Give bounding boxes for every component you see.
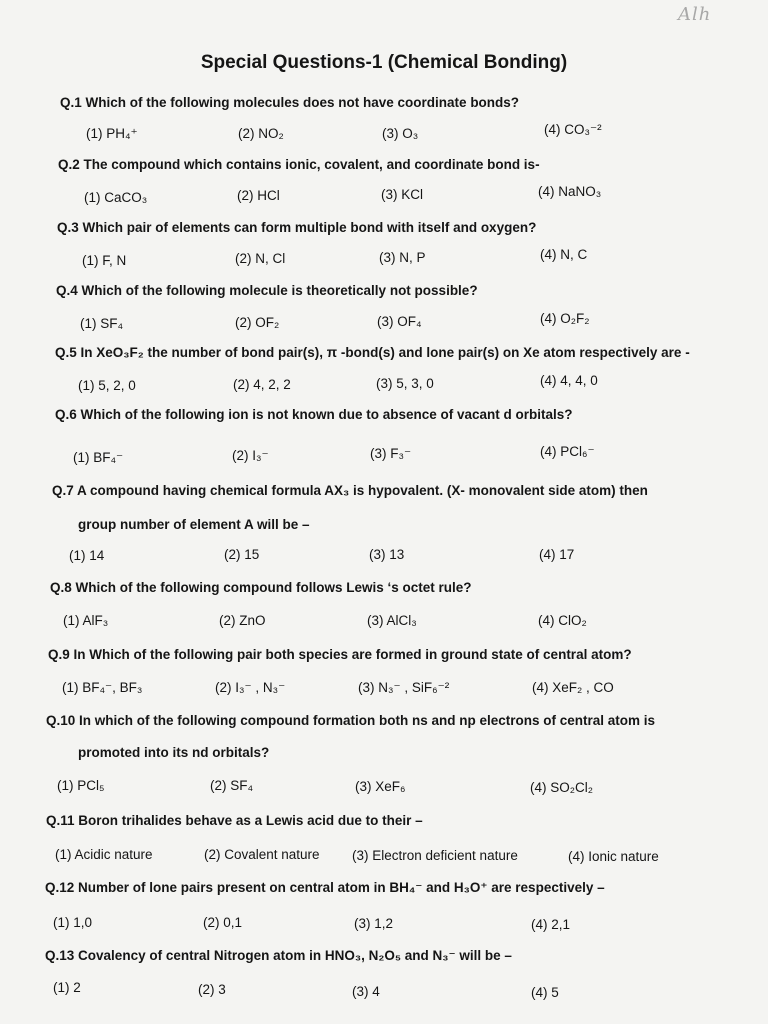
question-1 (60, 95, 750, 110)
question-text: Which of the following molecules does not have coordinate bonds? (85, 95, 520, 110)
question-text: Which of the following compound follows Lewis ‘s octet rule? (75, 580, 472, 595)
question-text: In XeO₃F₂ the number of bond pair(s), π -bond(s) and lone pair(s) on Xe atom respectively are - (80, 345, 690, 360)
q2-option-3: (3) KCl (381, 187, 424, 202)
question-text: A compound having chemical formula AX₃ is hypovalent. (X- monovalent side atom) then (77, 483, 648, 498)
q2-option-4: (4) NaNO₃ (538, 184, 602, 199)
question-number: Q.7 (52, 483, 74, 498)
question-6 (55, 407, 745, 422)
q8-option-2: (2) ZnO (219, 613, 266, 628)
q10-option-2: (2) SF₄ (210, 778, 254, 793)
question-text: The compound which contains ionic, covalent, and coordinate bond is- (83, 157, 540, 172)
q13-option-4: (4) 5 (531, 985, 559, 1000)
page-title: Special Questions-1 (Chemical Bonding) (200, 52, 568, 73)
q12-option-3: (3) 1,2 (354, 916, 394, 931)
question-text: Number of lone pairs present on central atom in BH₄⁻ and H₃O⁺ are respectively – (78, 880, 605, 895)
question-number: Q.4 (56, 283, 78, 298)
q13-option-2: (2) 3 (198, 982, 226, 997)
question-5 (55, 345, 745, 360)
q13-option-3: (3) 4 (352, 984, 380, 999)
question-number: Q.8 (50, 580, 72, 595)
q11-option-2: (2) Covalent nature (204, 847, 320, 862)
q6-option-2: (2) I₃⁻ (232, 448, 269, 463)
q11-option-4: (4) Ionic nature (568, 849, 659, 864)
question-11 (46, 813, 736, 828)
question-text: Boron trihalides behave as a Lewis acid due to their – (78, 813, 423, 828)
q5-option-3: (3) 5, 3, 0 (376, 376, 434, 391)
question-number: Q.2 (58, 157, 80, 172)
q4-option-1: (1) SF₄ (80, 316, 124, 331)
q4-option-4: (4) O₂F₂ (540, 311, 590, 326)
q10-option-4: (4) SO₂Cl₂ (530, 780, 593, 795)
question-number: Q.9 (48, 647, 70, 662)
q1-option-1: (1) PH₄⁺ (86, 126, 138, 141)
q6-option-3: (3) F₃⁻ (370, 446, 412, 461)
q10-option-3: (3) XeF₆ (355, 779, 406, 794)
question-text: In which of the following compound formation both ns and np electrons of central atom is (79, 713, 656, 728)
question-number: Q.3 (57, 220, 79, 235)
question-number: Q.1 (60, 95, 82, 110)
q12-option-1: (1) 1,0 (53, 915, 93, 930)
question-text: Covalency of central Nitrogen atom in HNO₃, N₂O₅ and N₃⁻ will be – (78, 948, 512, 963)
q7-option-3: (3) 13 (369, 547, 405, 562)
q9-option-3: (3) N₃⁻ , SiF₆⁻² (358, 680, 450, 695)
q8-option-4: (4) ClO₂ (538, 613, 587, 628)
question-10 (46, 713, 736, 728)
question-number: Q.10 (46, 713, 76, 728)
q9-option-2: (2) I₃⁻ , N₃⁻ (215, 680, 286, 695)
question-text: Which pair of elements can form multiple bond with itself and oxygen? (82, 220, 537, 235)
question-12 (45, 880, 735, 896)
q9-option-1: (1) BF₄⁻, BF₃ (62, 680, 143, 695)
q11-option-1: (1) Acidic nature (55, 847, 153, 862)
q5-option-4: (4) 4, 4, 0 (540, 373, 598, 388)
q8-option-1: (1) AlF₃ (63, 613, 109, 628)
q3-option-4: (4) N, C (540, 247, 588, 262)
question-number: Q.13 (45, 948, 75, 963)
question-number: Q.11 (46, 813, 75, 828)
q1-option-4: (4) CO₃⁻² (544, 122, 602, 137)
q8-option-3: (3) AlCl₃ (367, 613, 417, 628)
q11-option-3: (3) Electron deficient nature (352, 848, 518, 863)
question-4 (56, 283, 746, 298)
q12-option-2: (2) 0,1 (203, 915, 243, 930)
question-number: Q.12 (45, 880, 75, 895)
question-2 (58, 157, 748, 172)
q13-option-1: (1) 2 (53, 980, 81, 995)
question-text: Which of the following ion is not known due to absence of vacant d orbitals? (80, 407, 573, 422)
q12-option-4: (4) 2,1 (531, 917, 571, 932)
q6-option-4: (4) PCl₆⁻ (540, 444, 595, 459)
q5-option-2: (2) 4, 2, 2 (233, 377, 291, 392)
question-text: In Which of the following pair both species are formed in ground state of central atom? (73, 647, 632, 662)
question-number: Q.5 (55, 345, 77, 360)
question-7 (52, 483, 742, 498)
q4-option-2: (2) OF₂ (235, 315, 280, 330)
q3-option-2: (2) N, Cl (235, 251, 286, 266)
question-text: Which of the following molecule is theoretically not possible? (81, 283, 478, 298)
q3-option-1: (1) F, N (82, 253, 127, 268)
q1-option-3: (3) O₃ (382, 126, 419, 141)
q9-option-4: (4) XeF₂ , CO (532, 680, 614, 695)
question-9 (48, 647, 738, 662)
q5-option-1: (1) 5, 2, 0 (78, 378, 136, 393)
q7-option-4: (4) 17 (539, 547, 575, 562)
q3-option-3: (3) N, P (379, 250, 426, 265)
q4-option-3: (3) OF₄ (377, 314, 422, 329)
question-3 (57, 220, 747, 235)
question-10-continuation: promoted into its nd orbitals? (78, 745, 270, 760)
q1-option-2: (2) NO₂ (238, 126, 284, 141)
question-7-continuation: group number of element A will be – (78, 517, 310, 532)
handwritten-initials: Alh (678, 4, 712, 25)
question-13 (45, 948, 735, 964)
question-8 (50, 580, 740, 595)
q10-option-1: (1) PCl₅ (57, 778, 105, 793)
q7-option-1: (1) 14 (69, 548, 105, 563)
q6-option-1: (1) BF₄⁻ (73, 450, 124, 465)
q2-option-1: (1) CaCO₃ (84, 190, 148, 205)
q2-option-2: (2) HCl (237, 188, 280, 203)
q7-option-2: (2) 15 (224, 547, 260, 562)
question-number: Q.6 (55, 407, 77, 422)
